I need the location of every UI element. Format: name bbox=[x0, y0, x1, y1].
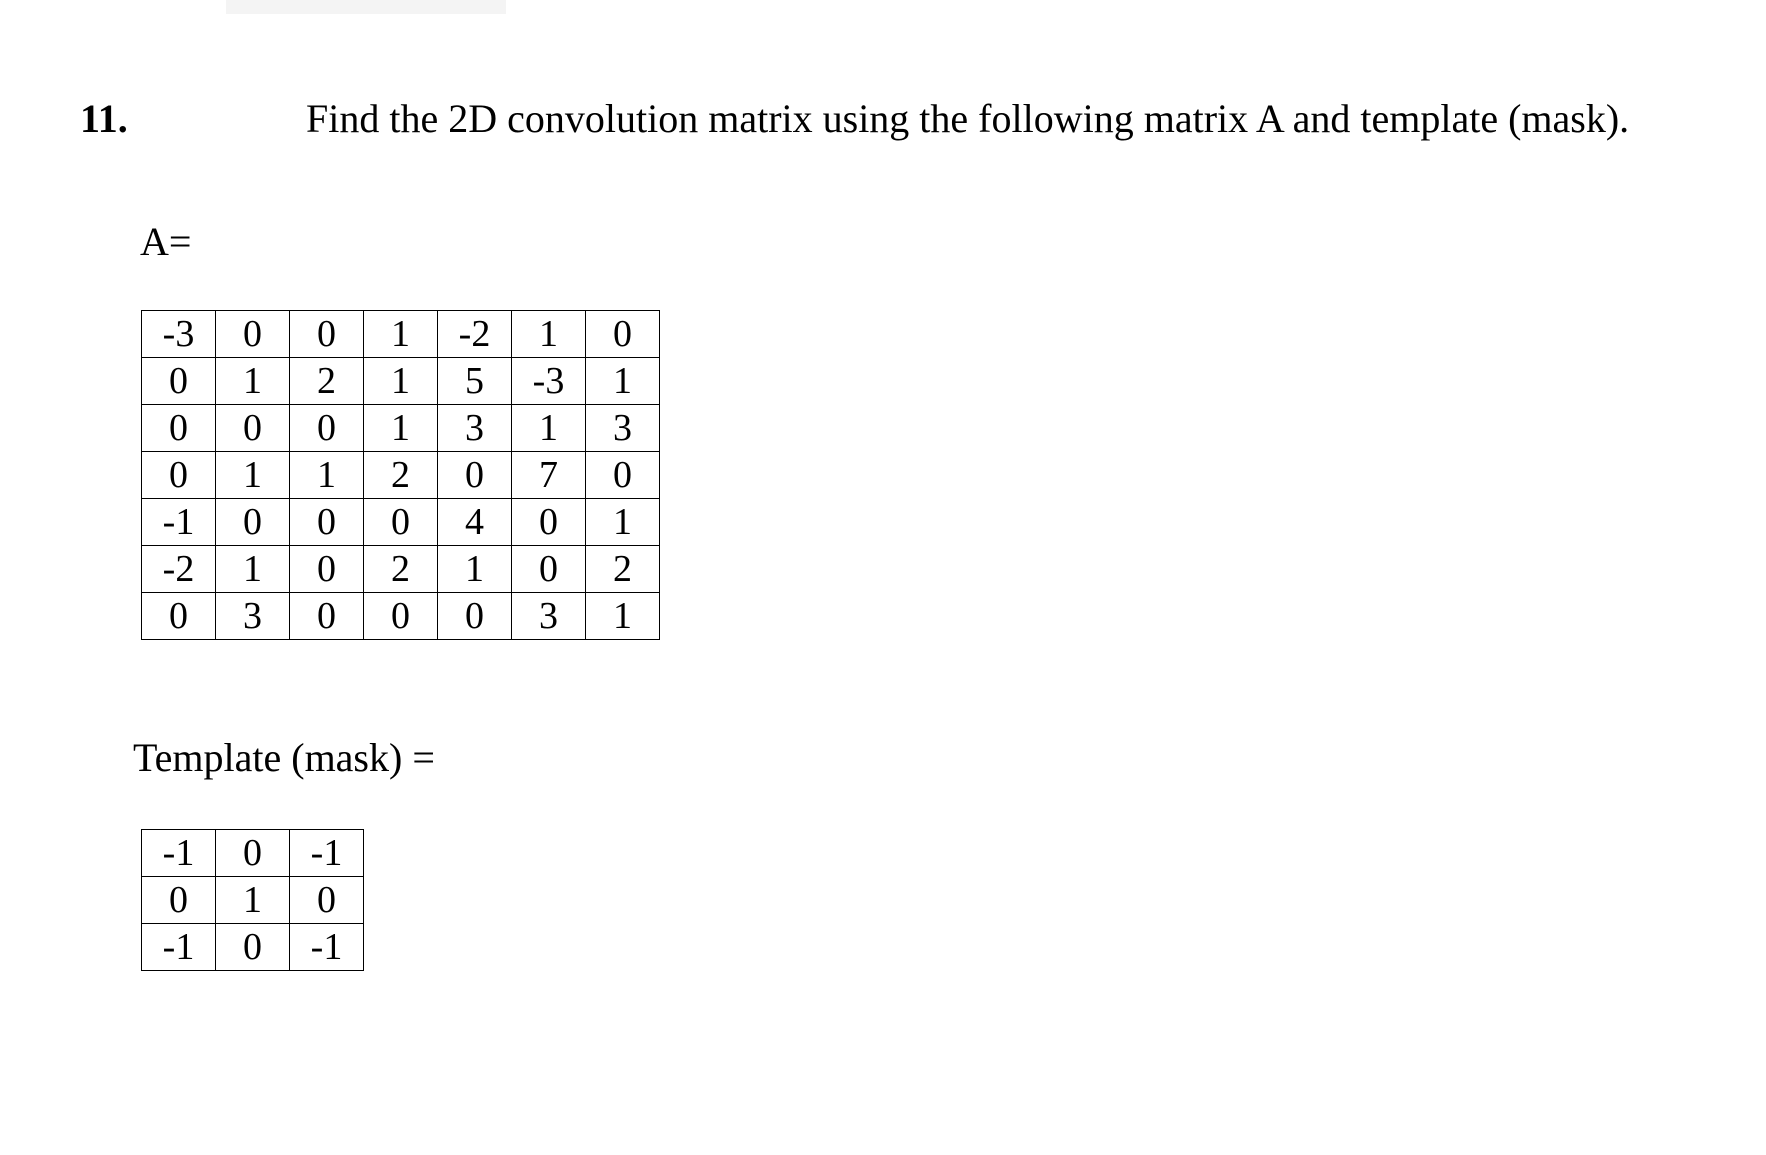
matrix-a-cell: 2 bbox=[364, 546, 438, 593]
matrix-a-cell: 1 bbox=[216, 358, 290, 405]
matrix-a-cell: 0 bbox=[438, 593, 512, 640]
matrix-a-cell: 7 bbox=[512, 452, 586, 499]
matrix-a-cell: 0 bbox=[438, 452, 512, 499]
matrix-a-cell: 1 bbox=[586, 593, 660, 640]
mask-row bbox=[142, 924, 364, 971]
matrix-a-cell: 0 bbox=[512, 546, 586, 593]
matrix-a-cell: 0 bbox=[290, 546, 364, 593]
matrix-a-cell: 1 bbox=[364, 358, 438, 405]
matrix-a-cell: 2 bbox=[290, 358, 364, 405]
matrix-a-cell: 3 bbox=[586, 405, 660, 452]
matrix-a-cell: -3 bbox=[142, 311, 216, 358]
matrix-a-table bbox=[141, 310, 660, 640]
mask-cell: 0 bbox=[142, 877, 216, 924]
mask-cell: 0 bbox=[216, 830, 290, 877]
matrix-a-cell: 0 bbox=[142, 405, 216, 452]
top-scroll-bar bbox=[226, 0, 506, 14]
mask-cell: 0 bbox=[216, 924, 290, 971]
matrix-a-cell: 0 bbox=[586, 452, 660, 499]
mask-cell: -1 bbox=[142, 830, 216, 877]
matrix-a-cell: 1 bbox=[438, 546, 512, 593]
mask-table bbox=[141, 829, 364, 971]
matrix-a-cell: 1 bbox=[216, 546, 290, 593]
question-text: Find the 2D convolution matrix using the following matrix A and template (mask). bbox=[306, 96, 1630, 141]
matrix-a-row bbox=[142, 546, 660, 593]
matrix-a-cell: 1 bbox=[216, 452, 290, 499]
mask-cell: -1 bbox=[290, 830, 364, 877]
matrix-a-row bbox=[142, 499, 660, 546]
matrix-a-cell: 0 bbox=[142, 452, 216, 499]
matrix-a-cell: 1 bbox=[586, 358, 660, 405]
matrix-a-cell: 0 bbox=[290, 593, 364, 640]
matrix-a-cell: -3 bbox=[512, 358, 586, 405]
mask-label: Template (mask) = bbox=[133, 735, 435, 780]
mask-row bbox=[142, 830, 364, 877]
matrix-a-cell: 1 bbox=[364, 405, 438, 452]
matrix-a-cell: -2 bbox=[438, 311, 512, 358]
matrix-a-row bbox=[142, 311, 660, 358]
mask-row bbox=[142, 877, 364, 924]
mask-cell: 0 bbox=[290, 877, 364, 924]
matrix-a-cell: -2 bbox=[142, 546, 216, 593]
matrix-a-cell: 3 bbox=[216, 593, 290, 640]
matrix-a-row bbox=[142, 405, 660, 452]
matrix-a-cell: 5 bbox=[438, 358, 512, 405]
matrix-a-cell: 1 bbox=[586, 499, 660, 546]
matrix-a-row bbox=[142, 358, 660, 405]
matrix-a-cell: 0 bbox=[364, 499, 438, 546]
matrix-a-cell: 1 bbox=[512, 311, 586, 358]
matrix-a-cell: 0 bbox=[142, 593, 216, 640]
matrix-a-cell: 0 bbox=[586, 311, 660, 358]
matrix-a-cell: 4 bbox=[438, 499, 512, 546]
matrix-a-cell: 0 bbox=[364, 593, 438, 640]
question-number: 11. bbox=[80, 96, 128, 141]
matrix-a-cell: 3 bbox=[438, 405, 512, 452]
matrix-a-cell: 0 bbox=[142, 358, 216, 405]
matrix-a-row bbox=[142, 452, 660, 499]
mask-cell: -1 bbox=[290, 924, 364, 971]
mask-cell: 1 bbox=[216, 877, 290, 924]
matrix-a-cell: 0 bbox=[216, 405, 290, 452]
matrix-a-cell: -1 bbox=[142, 499, 216, 546]
mask-cell: -1 bbox=[142, 924, 216, 971]
matrix-a-cell: 0 bbox=[216, 311, 290, 358]
matrix-a-cell: 0 bbox=[290, 499, 364, 546]
matrix-a-cell: 1 bbox=[512, 405, 586, 452]
matrix-a-cell: 3 bbox=[512, 593, 586, 640]
matrix-a-cell: 1 bbox=[290, 452, 364, 499]
matrix-a-cell: 2 bbox=[586, 546, 660, 593]
matrix-a-cell: 0 bbox=[216, 499, 290, 546]
matrix-a-cell: 0 bbox=[512, 499, 586, 546]
matrix-a-label: A= bbox=[140, 219, 192, 264]
matrix-a-cell: 1 bbox=[364, 311, 438, 358]
matrix-a-row bbox=[142, 593, 660, 640]
matrix-a-cell: 0 bbox=[290, 311, 364, 358]
matrix-a-cell: 2 bbox=[364, 452, 438, 499]
matrix-a-cell: 0 bbox=[290, 405, 364, 452]
